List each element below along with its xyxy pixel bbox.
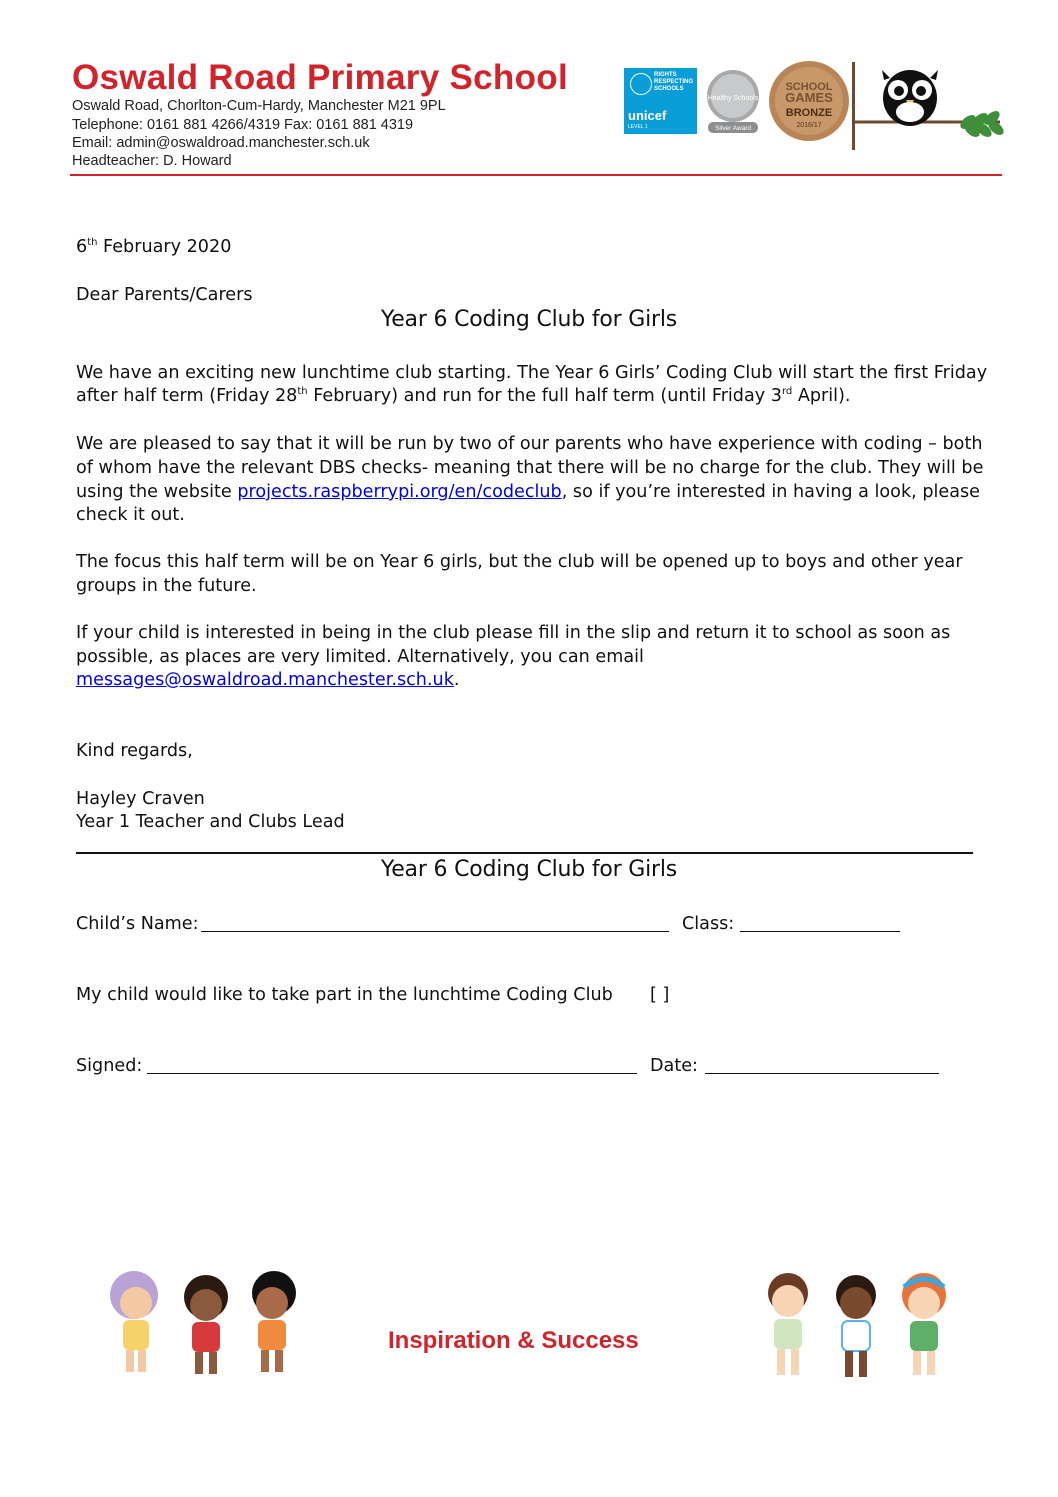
- consent-text: My child would like to take part in the lunchtime Coding Club: [76, 985, 613, 1005]
- rrs-title: RIGHTS RESPECTING SCHOOLS: [654, 72, 694, 92]
- paragraph-4-line-3: messages@oswaldroad.manchester.sch.uk.: [76, 670, 460, 690]
- school-email: Email: admin@oswaldroad.manchester.sch.uk: [72, 135, 370, 151]
- games-year: 2016/17: [796, 122, 822, 129]
- headteacher: Headteacher: D. Howard: [72, 153, 232, 169]
- contact-email-link[interactable]: messages@oswaldroad.manchester.sch.uk: [76, 670, 454, 690]
- rrs-level: LEVEL 1: [628, 124, 648, 130]
- children-illustration-right-icon: [748, 1265, 964, 1387]
- paragraph-2-line-4: check it out.: [76, 505, 185, 525]
- healthy-schools-text: Healthy Schools: [707, 95, 759, 102]
- child-name-field[interactable]: [201, 931, 669, 932]
- salutation: Dear Parents/Carers: [76, 285, 253, 305]
- healthy-schools-award: Silver Award: [714, 125, 752, 132]
- healthy-schools-logo: [704, 68, 762, 134]
- school-name: Oswald Road Primary School: [72, 58, 568, 97]
- paragraph-4-line-2: possible, as places are very limited. Alternatively, you can email: [76, 647, 644, 667]
- consent-checkbox[interactable]: [ ]: [650, 985, 670, 1005]
- rights-respecting-schools-logo: [624, 68, 697, 134]
- paragraph-4-line-1: If your child is interested in being in the club please fill in the slip and return it to school as soon as: [76, 623, 951, 643]
- codeclub-link[interactable]: projects.raspberrypi.org/en/codeclub: [237, 482, 562, 502]
- header-divider: [70, 174, 1002, 176]
- signer-name: Hayley Craven: [76, 789, 205, 809]
- games-line3: BRONZE: [785, 107, 833, 119]
- letter-title: Year 6 Coding Club for Girls: [380, 307, 678, 332]
- class-label: Class:: [682, 914, 735, 934]
- school-telephone: Telephone: 0161 881 4266/4319 Fax: 0161 881 4319: [72, 117, 414, 133]
- paragraph-1-line-1: We have an exciting new lunchtime club starting. The Year 6 Girls’ Coding Club will start the first Friday: [76, 363, 988, 383]
- school-address: Oswald Road, Chorlton-Cum-Hardy, Manchester M21 9PL: [72, 98, 446, 114]
- date-field[interactable]: [705, 1073, 939, 1074]
- date-label: Date:: [650, 1056, 698, 1076]
- slip-title: Year 6 Coding Club for Girls: [380, 857, 678, 882]
- children-illustration-left-icon: [96, 1265, 311, 1385]
- letter-date: 6th February 2020: [76, 237, 232, 257]
- school-motto: Inspiration & Success: [388, 1327, 639, 1354]
- school-games-bronze-logo: [768, 60, 850, 142]
- class-field[interactable]: [740, 931, 900, 932]
- signer-role: Year 1 Teacher and Clubs Lead: [76, 812, 345, 832]
- paragraph-1-line-2: after half term (Friday 28th February) and run for the full half term (until Friday 3rd April).: [76, 386, 851, 406]
- signature-field[interactable]: [147, 1073, 637, 1074]
- paragraph-2-line-3: using the website projects.raspberrypi.org/en/codeclub, so if you’re interested in having a look, please: [76, 482, 980, 502]
- paragraph-2-line-2: of whom have the relevant DBS checks- meaning that there will be no charge for the club. They will be: [76, 458, 984, 478]
- games-line2: GAMES: [785, 90, 833, 105]
- tear-off-divider: [76, 852, 973, 854]
- paragraph-3-line-2: groups in the future.: [76, 576, 257, 596]
- closing: Kind regards,: [76, 741, 193, 761]
- owl-logo-icon: [850, 60, 1010, 152]
- paragraph-2-line-1: We are pleased to say that it will be run by two of our parents who have experience with coding – both: [76, 434, 983, 454]
- signed-label: Signed:: [76, 1056, 143, 1076]
- paragraph-3-line-1: The focus this half term will be on Year 6 girls, but the club will be opened up to boys and other year: [76, 552, 963, 572]
- games-line1: SCHOOL: [785, 81, 833, 93]
- unicef-wordmark: unicef: [628, 108, 667, 123]
- rrs-badge-icon: [630, 73, 652, 95]
- child-name-label: Child’s Name:: [76, 914, 199, 934]
